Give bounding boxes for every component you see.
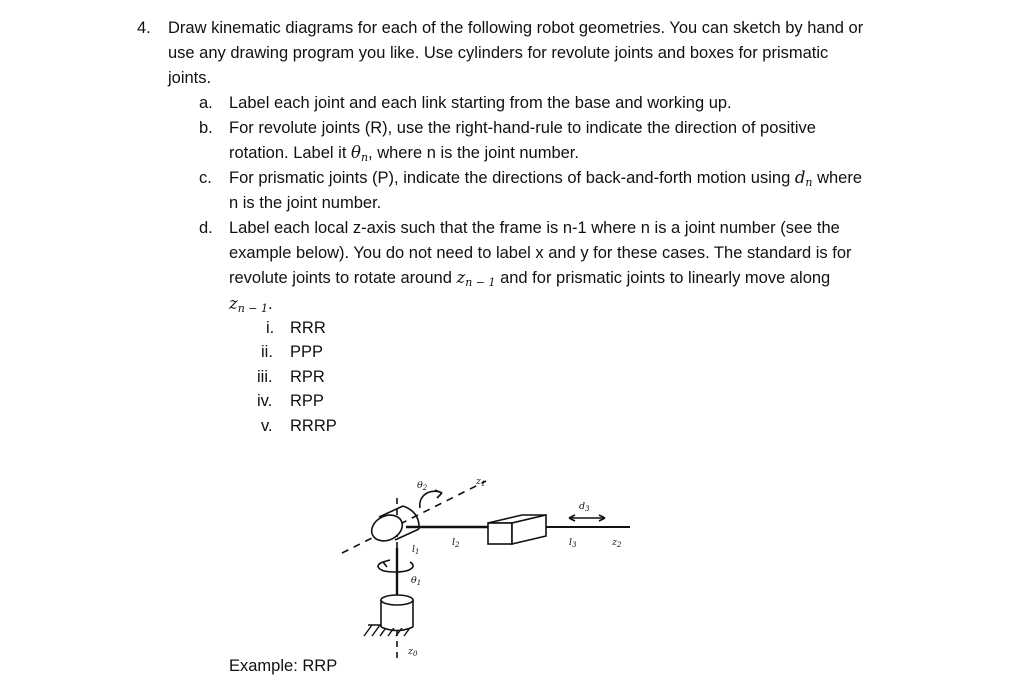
z-subscript: n − 1 bbox=[465, 276, 496, 289]
z1-label: $z_1$ bbox=[476, 476, 486, 488]
question-intro-line-3: joints. bbox=[168, 69, 212, 87]
d-subscript: n bbox=[805, 176, 813, 189]
item-d-line-3: revolute joints to rotate around $z_{n - 1}$ and for prismatic joints to linearly move along bbox=[229, 268, 831, 289]
l3-label: $l_3$ bbox=[569, 537, 577, 549]
geometry-marker-i: i. bbox=[266, 319, 275, 337]
item-a-text: Label each joint and each link starting from the base and working up. bbox=[229, 94, 732, 112]
geometry-marker-ii: ii. bbox=[261, 343, 273, 361]
geometry-label-ppp: PPP bbox=[290, 343, 324, 361]
z1-axis bbox=[342, 481, 486, 553]
item-b-marker: b. bbox=[199, 119, 213, 137]
revolute-joint-1-cylinder bbox=[381, 595, 413, 631]
theta-symbol: θ bbox=[351, 143, 361, 162]
theta1-label: $\theta_1$ bbox=[411, 575, 422, 587]
theta-subscript: n bbox=[360, 151, 369, 164]
item-d-line-1: Label each local z-axis such that the frame is n-1 where n is a joint number (see the bbox=[229, 219, 840, 237]
item-d-line-4: $z_{n - 1}$. bbox=[229, 294, 273, 315]
d3-label: $d_3$ bbox=[579, 501, 590, 513]
example-caption: Example: RRP bbox=[229, 657, 338, 675]
question-intro-line-2: use any drawing program you like. Use cylinders for revolute joints and boxes for prismatic bbox=[168, 44, 829, 62]
geometry-marker-iii: iii. bbox=[257, 368, 273, 386]
theta1-rotation-arrow bbox=[378, 560, 413, 572]
item-b-line-2: rotation. Label it $\theta_n$, where n is the joint number. bbox=[229, 143, 579, 164]
item-d-line-2: example below). You do not need to label x and y for these cases. The standard is for bbox=[229, 244, 852, 262]
d-symbol: d bbox=[794, 168, 806, 187]
theta2-label: $\theta_2$ bbox=[417, 480, 428, 492]
figure-labels bbox=[407, 476, 622, 658]
item-d-marker: d. bbox=[199, 219, 213, 237]
z0-label: $z_0$ bbox=[408, 646, 418, 658]
geometry-label-rrr: RRR bbox=[290, 319, 326, 337]
item-c-line-1: For prismatic joints (P), indicate the directions of back-and-forth motion using $d_n$ where bbox=[229, 168, 863, 189]
z-symbol: z bbox=[229, 294, 238, 313]
l1-label: $l_1$ bbox=[412, 544, 420, 556]
question-number: 4. bbox=[137, 19, 151, 37]
item-c-marker: c. bbox=[199, 169, 212, 187]
geometry-label-rpp: RPP bbox=[290, 392, 324, 410]
z-symbol: z bbox=[456, 268, 466, 287]
question-intro-line-1: Draw kinematic diagrams for each of the following robot geometries. You can sketch by hand or bbox=[168, 19, 864, 37]
z2-label: $z_2$ bbox=[612, 537, 622, 549]
l2-label: $l_2$ bbox=[452, 537, 460, 549]
geometry-marker-v: v. bbox=[261, 417, 273, 435]
item-c-line-2: n is the joint number. bbox=[229, 194, 382, 212]
item-b-line-1: For revolute joints (R), use the right-hand-rule to indicate the direction of positive bbox=[229, 119, 816, 137]
prismatic-joint-3-box bbox=[488, 515, 546, 544]
geometry-label-rrrp: RRRP bbox=[290, 417, 337, 435]
z-subscript: n − 1 bbox=[237, 302, 268, 315]
d3-motion-arrow bbox=[569, 515, 605, 521]
geometry-label-rpr: RPR bbox=[290, 368, 325, 386]
item-a-marker: a. bbox=[199, 94, 213, 112]
geometry-marker-iv: iv. bbox=[257, 392, 273, 410]
